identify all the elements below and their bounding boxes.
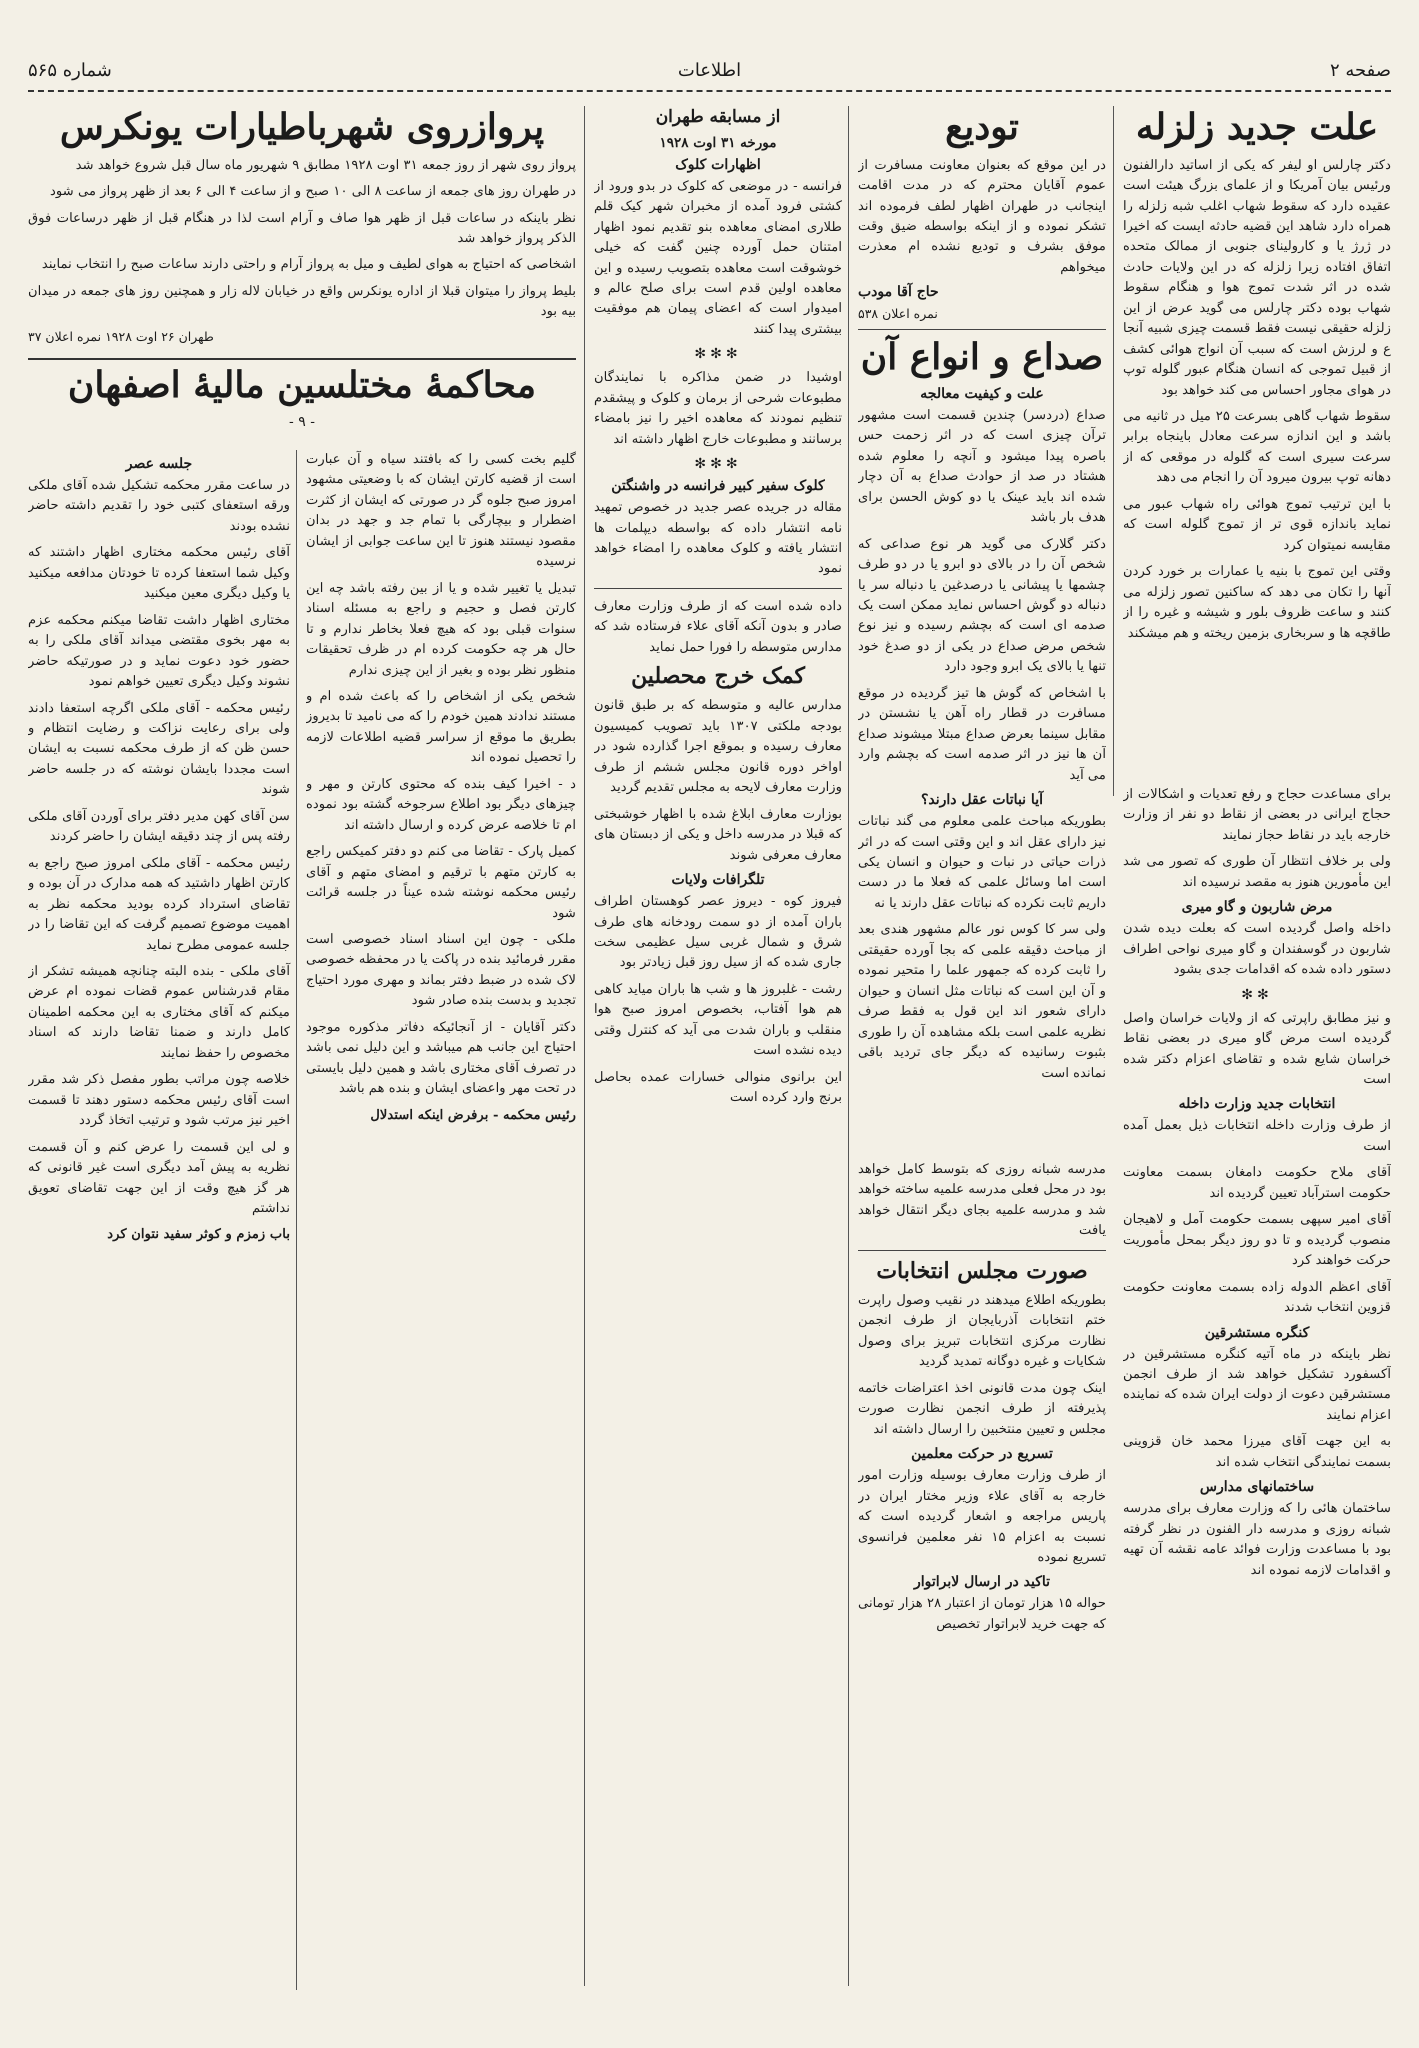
newspaper-name: اطلاعات (677, 60, 742, 81)
divider (858, 1250, 1106, 1251)
column-farewell-headache (858, 106, 1106, 1156)
article-paragraph: شخص یکی از اشخاص را که باعث شده ام و مستند ندادند همین خودم را که می نامید تا بدیروز بطریق ما موقع از سراسر قضیه اطلاعات لازمه را تحصیل نموده اند (306, 688, 576, 766)
article-paragraph: کمیل پارک - تقاضا می کنم دو دفتر کمیکس راجع به کارتن متهم با ترقیم و امضای متهم و آقای رئیس محکمه نوشته شده عیناً در جلسه قرائت شود (306, 844, 576, 921)
article-paragraph: مختاری اظهار داشت تقاضا میکنم محکمه عزم به مهر بخوی مقتضی میداند آقای ملکی را به حضور خود دعوت نماید و در صورتیکه حاضر نشوند وکیل دیگری تعیین خواهم نمود (28, 612, 290, 690)
section-heading: کلوک سفیر کبیر فرانسه در واشنگتن (611, 478, 825, 495)
article-paragraph: رئیس محکمه - آقای ملکی اگرچه استعفا دادند ولی برای رعایت نزاکت و رضایت انتظام و حسن ظن که از طرف محکمه نسبت به ایشان است مجددا بایشان نوشته که در جلسه حاضر شوند (28, 700, 290, 798)
article-title: کمک خرج محصلین (631, 663, 805, 690)
article-paragraph: د - اخیرا کیف بنده که محتوی کارتن و مهر و چیزهای دیگر بود اطلاع سرجوخه گشته بود نموده ام تا خلاصه عرض کرده و ارسال داشته اند (306, 776, 576, 833)
article-paragraph: سن آقای کهن مدیر دفتر برای آوردن آقای ملکی رفته پس از چند دقیقه ایشان را حاضر کردند (28, 808, 290, 845)
article-paragraph: ولی بر خلاف انتظار آن طوری که تصور می شد این مأمورین هنوز به مقصد نرسیده اند (1123, 854, 1391, 890)
article-paragraph: بطوریکه اطلاع میدهند در نقیب وصول راپرت ختم انتخابات آذربایجان از طرف انجمن نظارت مرکزی انتخابات تبریز برای وصول شکایات و غیره دوگانه تمدید گردید (858, 1293, 1106, 1370)
article-title: از مسابقه طهران (655, 107, 781, 127)
divider (594, 588, 842, 589)
article-paragraph: حواله ۱۵ هزار تومان از اعتبار ۲۸ هزار تومانی که جهت خرید لابراتوار تخصیص (858, 1596, 1106, 1632)
article-paragraph: در ساعت مقرر محکمه تشکیل شده آقای ملکی ورقه استعفای کتبی خود را تقدیم داشته حاضر نشده بودند (28, 478, 290, 534)
article-paragraph: و نیز مطابق راپرتی که از ولایات خراسان واصل گردیده است مرض گاو میری در بعضی نقاط خراسان شایع شده و تقاضای اعزام دکتر شده است (1123, 1010, 1391, 1087)
article-paragraph: با این ترتیب تموج هوائی راه شهاب عبور می نماید باندازه قوی تر از تموج گلوله است که مقایسه نمیتوان کرد (1123, 496, 1391, 553)
article-title: محاکمهٔ مختلسین مالیهٔ اصفهان (67, 364, 537, 406)
article-junkers-flights (28, 106, 576, 356)
article-paragraph: صداع (دردسر) چندین قسمت است مشهور ترآن چیزی است که در اثر زحمت حس باصره پیدا میشود و آنچه را معلوم شده هشتاد در صد از حوادث صداع به آن دچار شده اند باید عینک یا دو کوش الحسن برای هدف بار باشد (858, 407, 1106, 526)
article-paragraph: آقای ملاح حکومت دامغان بسمت معاونت حکومت استرآباد تعیین گردیده اند (1123, 1165, 1391, 1201)
article-paragraph: گلیم بخت کسی را که بافتند سیاه و آن عبارت است از قضیه کارتن ایشان که با وضعیتی مشهود امروز صبح جلوه گر در صورتی که ایشان از کثرت اضطرار و بیچارگی با تمام جد و جهد در بدان مقصود نیستند هنوز تا این ساعت جوابی از ایشان نرسیده (306, 452, 576, 570)
article-isfahan-trial (28, 358, 576, 2000)
signature: حاج آقا مودب (858, 284, 939, 301)
article-paragraph: آقای اعظم الدوله زاده بسمت معاونت حکومت قزوین انتخاب شدند (1123, 1279, 1391, 1316)
article-paragraph: ملکی - چون این اسناد اسناد خصوصی است مقرر فرمائید بنده در پاکت یا در محفظه خصوصی لاک شده در ضبط دفتر بماند و مهری مورد احتیاج تجدید و بدست بنده صادر شود (306, 931, 576, 1009)
article-paragraph: با اشخاص که گوش ها تیز گردیده در موقع مسافرت در قطار راه آهن یا نشستن در مقابل سینما بعرض صداع مبتلا میشوند صداع آن ها نیز در اثر صدمه است که بچشم وارد می آید (858, 685, 1106, 783)
section-heading: تسریع در حرکت معلمین (911, 1446, 1053, 1463)
article-headache (858, 338, 1106, 1084)
article-paragraph: از طرف وزارت معارف بوسیله وزارت امور خارجه به آقای علاء وزیر مختار ایران در پاریس مراجعه و اشعار گردیده است که نسبت به اعزام ۱۵ نفر معلمین فرانسوی تسریع نموده (858, 1468, 1106, 1565)
column-divider (848, 106, 849, 1986)
trial-column-right (306, 450, 576, 1990)
column-tehran-race (594, 106, 842, 1986)
article-paragraph: پرواز روی شهر از روز جمعه ۳۱ اوت ۱۹۲۸ مطابق ۹ شهریور ماه سال قبل شروع خواهد شد (75, 157, 576, 173)
article-paragraph: خلاصه چون مراتب بطور مفصل ذکر شد مقرر است آقای رئیس محکمه دستور دهند تا قسمت اخیر نیز مرتب شود و ترتیب اتخاذ گردد (28, 1072, 290, 1129)
article-paragraph: مقاله در جریده عصر جدید در خصوص تمهید نامه انتشار داده که بواسطه دیپلمات ها انتشار یافته و کلوک معاهده را امضاء خواهد نمود (594, 500, 842, 577)
article-paragraph: اوشیدا در ضمن مذاکره با نمایندگان مطبوعات شرحی از برمان و کلوک و پیشقدم تنظیم نمودند که معاهده اخیر را نیز بامضاء برسانند و مطبوعات خارج اظهار داشته اند (594, 370, 842, 447)
section-number: - ۹ - (289, 413, 315, 430)
article-paragraph: آقای امیر سپهی بسمت حکومت آمل و لاهیجان منصوب گردیده و تا دو روز دیگر بمحل مأموریت حرکت خواهند کرد (1123, 1212, 1391, 1269)
article-paragraph: برای مساعدت حجاج و رفع تعدیات و اشکالات از حجاج ایرانی در بعضی از نقاط دو نفر از وزارت خارجه باید در نقاط حجاز نمایند (1123, 787, 1391, 843)
article-paragraph: سقوط شهاب گاهی بسرعت ۲۵ میل در ثانیه می باشد و این اندازه سرعت معادل باینجاه برابر سرعت سیری است که گلوله در موقعی که از دهانه توپ بیرون میرود آن را انجام می دهد (1123, 409, 1391, 486)
article-paragraph: بطوریکه مباحث علمی معلوم می گند نباتات نیز دارای عقل اند و این وقتی است که در اثر ذرات حیاتی در نبات و حیوان و انسان یکی است اما وسائل علمی که فعلا ما در دست داریم ثابت نکرده که نباتات عقل دارند یا نه (858, 814, 1106, 911)
article-paragraph: رئیس محکمه - برفرض اینکه استدلال (370, 1107, 576, 1123)
column-news-briefs (1123, 785, 1391, 1985)
column-elections (858, 1160, 1106, 1990)
section-heading: ساختمانهای مدارس (1199, 1479, 1315, 1496)
star-divider: ✻✻✻ (694, 346, 742, 363)
divider (858, 329, 1106, 330)
article-paragraph: به این جهت آقای میرزا محمد خان قزوینی بسمت نمایندگی انتخاب شده اند (1123, 1434, 1391, 1470)
article-paragraph: اشخاصی که احتیاج به هوای لطیف و میل به پرواز آرام و راحتی دارند ساعات صبح را انتخاب نمایند (41, 257, 576, 273)
article-paragraph: مدارس عالیه و متوسطه که بر طبق قانون بودجه ملکتی ۱۳۰۷ باید تصویب کمیسیون معارف رسیده و بموقع اجرا گذارده شود در اواخر دوره قانون مجلس ششم از طرف وزارت معارف لایحه به مجلس تقدیم گردید (594, 698, 842, 796)
article-paragraph: در این موقع که بعنوان معاونت مسافرت از عموم آقایان محترم که در مدت اقامت اینجانب در طهران اظهار لطف فرموده اند تشکر نموده و از اینکه بواسطه ضیق وقت موفق بشرف و تودیع نشده ام معذرت میخواهم (858, 157, 1106, 275)
article-paragraph: فیروز کوه - دیروز عصر کوهستان اطراف باران آمده از دو سمت رودخانه های طرف شرق و شمال غربی سیل عظیمی سخت جاری شده که از سیل روز قبل زیادتر بود (594, 894, 842, 971)
page-number: صفحه ۲ (1329, 60, 1391, 81)
article-title: صورت مجلس انتخابات (876, 1257, 1088, 1284)
article-paragraph: آقای ملکی - بنده البته چنانچه همیشه تشکر از مقام قدرشناس عموم قضات نموده ام عرض میکنم که آقای مختاری به این محکمه اطمینان کامل دارند و ضمنا تقاضا دارند که اسناد مخصوص را حفظ نمایند (28, 963, 290, 1061)
article-paragraph: داخله واصل گردیده است که بعلت دیده شدن شاربون در گوسفندان و گاو میری نواحی اطراف دستور داده شده که اقدامات جدی بشود (1123, 921, 1391, 978)
article-title: صداع و انواع آن (860, 336, 1104, 379)
article-title: پروازروی شهرباطیارات یونکرس (59, 106, 545, 148)
page-header (28, 60, 1391, 94)
article-paragraph: در طهران روز های جمعه از ساعت ۸ الی ۱۰ صبح و از ساعت ۴ الی ۶ بعد از ظهر پرواز می شود (50, 184, 576, 200)
article-paragraph: بوزارت معارف ابلاغ شده با اظهار خوشبختی که قبلا در مدرسه داخل و یکی از دبستان های معارف معرفی شوند (594, 806, 842, 863)
section-heading: انتخابات جدید وزارت داخله (1178, 1096, 1336, 1113)
article-paragraph: مدرسه شبانه روزی که بتوسط کامل خواهد بود در محل فعلی مدرسه علمیه ساخته خواهد شد و مدرسه علمیه بجای دیگر انتقال خواهد یافت (858, 1162, 1106, 1239)
article-paragraph: رشت - غلبروز ها و شب ها باران میاید کاهی هم هوا آفتاب، بخصوص امروز صبح هوا منقلب و باران شدت می آید که کنترل وقتی دیده نشده است (594, 981, 842, 1059)
article-paragraph: رئیس محکمه - آقای ملکی امروز صبح راجع به کارتن اظهار داشتید که همه مدارک در آن بوده و تقاضای استرداد کرده بودید محکمه نظر به اهمیت موضوع تصمیم گرفت که این تقاضا را در جلسه عمومی مطرح نماید (28, 855, 290, 953)
article-paragraph: دکتر چارلس او لیفر که یکی از اساتید دارالفنون ورئیس بیان آمریکا و از علمای بزرگ هیئت است عقیده دارد که سقوط شهاب اغلب شبه زلزله را همراه دارد شاهد این قضیه حادثه ایست که اخیرا در ژرژ یا و کارولینای جنوبی از ممالک متحده اتفاق افتاده زیرا زلزله که در این ولایات حادث شده در اثر شدت تموج هوا و هنگام سقوط شهاب بوده دکتر چارلس می گوید عرض از این زلزله حقیقی نیست فقط قسمت چیزی شبیه آنجا ع و لرزش است که سبب آن انواج هوائی کشف از قبیل تموجی که انسان هنگام عبور گلوله توپ در هوای مجاور احساس می کند خواهد بود (1123, 157, 1391, 398)
ad-number: نمره اعلان ۵۳۸ (858, 306, 938, 322)
section-heading: آیا نباتات عقل دارند؟ (920, 792, 1043, 809)
article-paragraph: نظر باینکه در ماه آتیه کنگره مستشرقین در آکسفورد تشکیل خواهد شد از طرف انجمن مستشرقین دعوت از دولت ایران شده که نماینده اعزام نمایند (1123, 1346, 1391, 1423)
article-paragraph: این برانوی منوالی خسارات عمده بحاصل برنج وارد کرده است (594, 1069, 842, 1106)
ad-number: طهران ۲۶ اوت ۱۹۲۸ نمره اعلان ۳۷ (28, 328, 214, 344)
section-heading: تلگرافات ولایات (671, 872, 765, 889)
article-new-cause-earthquake (1123, 106, 1391, 761)
issue-number: شماره ۵۶۵ (28, 60, 112, 81)
star-divider: ✻✻ (1241, 986, 1273, 1003)
header-divider (28, 90, 1391, 92)
article-paragraph: فرانسه - در موضعی که کلوک در بدو ورود از کشتی فرود آمده از مخبران شهر کیک قلم طلاری امضای معاهده بنو تقدیم نمود اظهار امتنان حمل آورده چنین گفت که خیلی خوشوقت است معاهده بتصویب رسیده و این معاهده اولین قدم است برای صلح عالم و امیدوار است که اعضای پیمان هم موفقیت بیشتری پیدا کنند (594, 178, 842, 337)
article-subtitle: علت و کیفیت معالجه (920, 385, 1044, 402)
article-paragraph: اینک چون مدت قانونی اخذ اعتراضات خاتمه پذیرفته از طرف انجمن نظارت صورت مجلس و تعیین منتخبین را ارسال داشته اند (858, 1380, 1106, 1437)
article-paragraph: ساختمان هائی را که وزارت معارف برای مدرسه شبانه روزی و مدرسه دار الفنون در نظر گرفته بود با مساعدت وزارت فوائد عامه نقشه آن تهیه و اقدامات لازمه نموده اند (1123, 1501, 1391, 1578)
section-heading: تاکید در ارسال لابراتوار (913, 1574, 1051, 1591)
article-paragraph: وقتی این تموج با بنیه یا عمارات بر خورد کردن آنها را تکان می دهد که ساکنین تصور زلزله می کنند و ساعت ظروف بلور و شیشه و غیره را از طاقچه ها و سربخاری بزمین ریخته و هم میشکند (1123, 564, 1391, 641)
section-heading: جلسه عصر (125, 456, 193, 472)
trial-column-left (28, 450, 297, 1990)
section-heading: اظهارات کلوک (675, 156, 761, 173)
star-divider: ✻✻✻ (694, 456, 742, 473)
article-paragraph: دکتر گلارک می گوید هر نوع صداعی که شخص آن را در بالای دو ابرو یا در دو طرف چشمها یا پیشانی یا درصدغین یا دنباله سر یا دنباله دو گوش احساس نماید ممکن است یک صدمه ای است که بچشم رسیده و نیز نوع شخص مرض صداع در یکی از دو صدغ خود تنها یا بالای یک ابرو وجود دارد (858, 536, 1106, 675)
article-paragraph: از طرف وزارت داخله انتخابات ذیل بعمل آمده است (1123, 1118, 1391, 1154)
article-paragraph: نظر باینکه در ساعات قبل از ظهر هوا صاف و آرام است لذا در هنگام قبل از ظهر درساعات فوق الذکر پرواز خواهد شد (28, 210, 576, 246)
dateline: مورخه ۳۱ اوت ۱۹۲۸ (659, 134, 777, 151)
section-heading: کنگره مستشرقین (1204, 1324, 1310, 1341)
article-title: علت جدید زلزله (1135, 106, 1379, 148)
article-paragraph: تبدیل یا تغییر شده و یا از بین رفته باشد چه این کارتن فصل و حجیم و راجع به مسئله اسناد سنوات قبلی بود که هیچ فعلا بخاطر ندارم و تا حال هر چه حکومت کرده ام در ظرف تحقیقات منظور نظر بوده و بغیر از این چیزی ندارم (306, 580, 576, 678)
article-title: تودیع (945, 106, 1019, 148)
column-divider (584, 106, 585, 1986)
column-divider (1113, 106, 1114, 796)
section-heading: مرض شاربون و گاو میری (1181, 899, 1333, 916)
article-paragraph: آقای رئیس محکمه مختاری اظهار داشتند که وکیل شما استعفا کرده تا خودتان مدافعه میکنید یا وکیل دیگری معین میکنید (28, 545, 290, 602)
article-paragraph: دکتر آقایان - از آنجائیکه دفاتر مذکوره موجود احتیاج این جانب هم میباشد و این دلیل نمی باشد در تصرف آقای مختاری باشد و همین دلیل بایستی در تحت مهر واعضای ایشان و بنده هم باشد (306, 1019, 576, 1097)
article-paragraph: باب زمزم و کوثر سفید نتوان کرد (107, 1227, 290, 1243)
article-farewell (858, 108, 1106, 321)
article-paragraph: داده شده است که از طرف وزارت معارف صادر و بدون آنکه آقای علاء فرستاده شد که مدارس متوسطه را فورا حمل نماید (594, 598, 842, 655)
article-paragraph: ولی سر کا کوس نور عالم مشهور هندی بعد از مباحث دقیقه علمی که بجا آورده حقیقتی را ثابت کرده که جمهور علما را متحیر نموده و آن این است که نباتات مثل انسان و حیوان دارای شعور اند این قول به فقط صرف نظریه علمی است بلکه مشاهده آن را طوری بثبوت رسانیده که دیگر جای تردید باقی نمانده است (858, 922, 1106, 1081)
article-paragraph: و لی این قسمت را عرض کنم و آن قسمت نظریه به پیش آمد دیگری است غیر قانونی که هر گز هیچ وقت از این جهت تقاضای تعویق نداشتم (28, 1139, 290, 1216)
article-paragraph: بلیط پرواز را میتوان قبلا از اداره یونکرس واقع در خیابان لاله زار و همچنین روز های جمعه در میدان بیه بود (28, 283, 576, 320)
